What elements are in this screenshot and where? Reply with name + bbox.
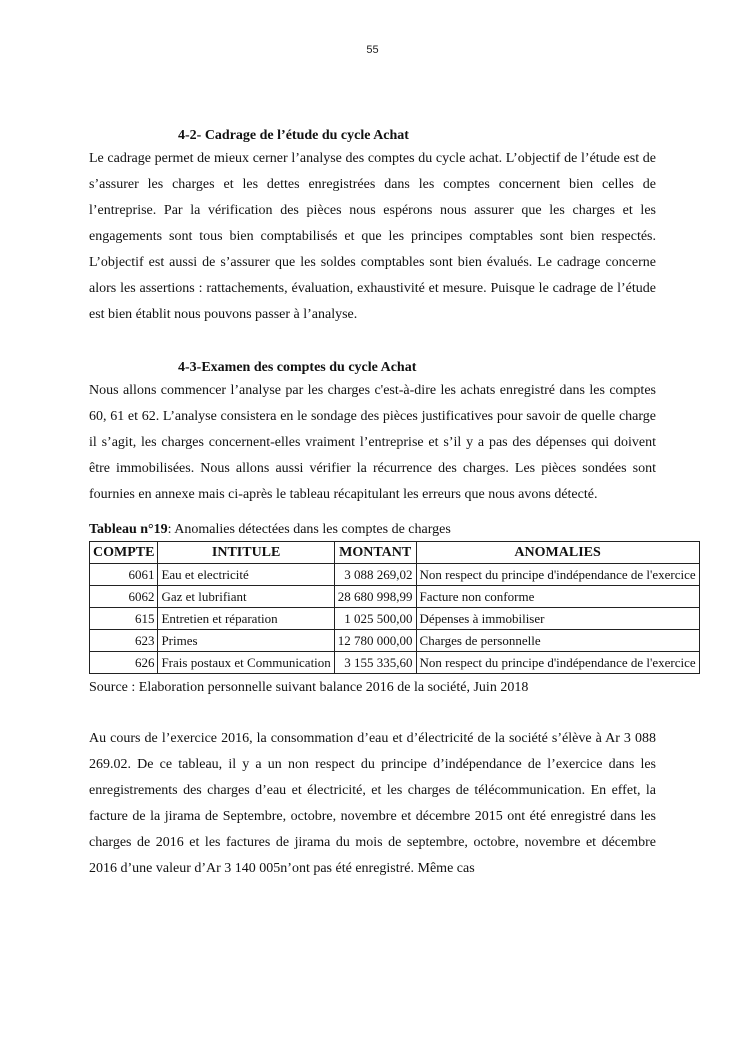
- header-anomalies: ANOMALIES: [416, 542, 699, 564]
- cell-montant: 1 025 500,00: [334, 608, 416, 630]
- table-caption-label: Tableau n°19: [89, 522, 168, 537]
- table-row: [90, 564, 700, 586]
- cell-intitule: Primes: [158, 630, 334, 652]
- table-row: [90, 630, 700, 652]
- cell-compte: 6061: [90, 564, 158, 586]
- table-caption-text: : Anomalies détectées dans les comptes de charges: [167, 522, 451, 537]
- table-source: Source : Elaboration personnelle suivant balance 2016 de la société, Juin 2018: [89, 680, 529, 695]
- paragraph-examen: Nous allons commencer l’analyse par les charges c'est-à-dire les achats enregistré dans les comptes 60, 61 et 62. L’analyse consistera en le sondage des pièces justificatives pour savoir de quelle charge il s’agit, les charges concernent-elles vraiment l’entreprise et s’il y a pas des dépenses qui doivent être immobilisées. Nous allons aussi vérifier la récurrence des charges. Les pièces sondées sont fournies en annexe mais ci-après le tableau récapitulant les erreurs que nous avons détecté.: [89, 383, 656, 502]
- cell-compte: 623: [90, 630, 158, 652]
- paragraph-analysis: Au cours de l’exercice 2016, la consommation d’eau et d’électricité de la société s’élève à Ar 3 088 269.02. De ce tableau, il y a un non respect du principe d’indépendance de l’exercice dans les enregistrements des charges d’eau et électricité, et les charges de télécommunication. En effet, la facture de la jirama de Septembre, octobre, novembre et décembre 2015 ont été enregistré dans les charges de 2016 et les factures de jirama du mois de septembre, octobre, novembre et décembre 2016 d’une valeur d’Ar 3 140 005n’ont pas été enregistré. Même cas: [89, 731, 656, 876]
- cell-montant: 12 780 000,00: [334, 630, 416, 652]
- document-body: [89, 126, 696, 882]
- cell-intitule: Entretien et réparation: [158, 608, 334, 630]
- cell-montant: 3 088 269,02: [334, 564, 416, 586]
- table-row: [90, 586, 700, 608]
- cell-intitule: Eau et electricité: [158, 564, 334, 586]
- cell-montant: 3 155 335,60: [334, 652, 416, 674]
- cell-compte: 626: [90, 652, 158, 674]
- anomalies-table: [89, 541, 700, 674]
- header-intitule: INTITULE: [158, 542, 334, 564]
- paragraph-cadrage: Le cadrage permet de mieux cerner l’analyse des comptes du cycle achat. L’objectif de l’étude est de s’assurer les charges et les dettes enregistrées dans les comptes concernent bien celles de l’entreprise. Par la vérification des pièces nous espérons nous assurer que les charges et les engagements sont tous bien comptabilisés et que les principes comptables sont bien respectés. L’objectif est aussi de s’assurer que les soldes comptables sont bien évalués. Le cadrage concerne alors les assertions : rattachements, évaluation, exhaustivité et mesure. Puisque le cadrage de l’étude est bien établit nous pouvons passer à l’analyse.: [89, 151, 656, 322]
- cell-montant: 28 680 998,99: [334, 586, 416, 608]
- cell-anomalie: Charges de personnelle: [416, 630, 699, 652]
- header-montant: MONTANT: [334, 542, 416, 564]
- section-heading-examen: 4-3-Examen des comptes du cycle Achat: [178, 360, 417, 375]
- cell-compte: 6062: [90, 586, 158, 608]
- table-row: [90, 608, 700, 630]
- section-heading-cadrage: 4-2- Cadrage de l’étude du cycle Achat: [178, 128, 409, 143]
- cell-intitule: Frais postaux et Communication: [158, 652, 334, 674]
- table-row: [90, 652, 700, 674]
- cell-anomalie: Dépenses à immobiliser: [416, 608, 699, 630]
- cell-anomalie: Non respect du principe d'indépendance de l'exercice: [416, 564, 699, 586]
- table-caption: [89, 520, 656, 540]
- cell-anomalie: Facture non conforme: [416, 586, 699, 608]
- cell-intitule: Gaz et lubrifiant: [158, 586, 334, 608]
- header-compte: COMPTE: [90, 542, 158, 564]
- page-number: 55: [366, 44, 379, 56]
- cell-compte: 615: [90, 608, 158, 630]
- cell-anomalie: Non respect du principe d'indépendance de l'exercice: [416, 652, 699, 674]
- table-header-row: [90, 542, 700, 564]
